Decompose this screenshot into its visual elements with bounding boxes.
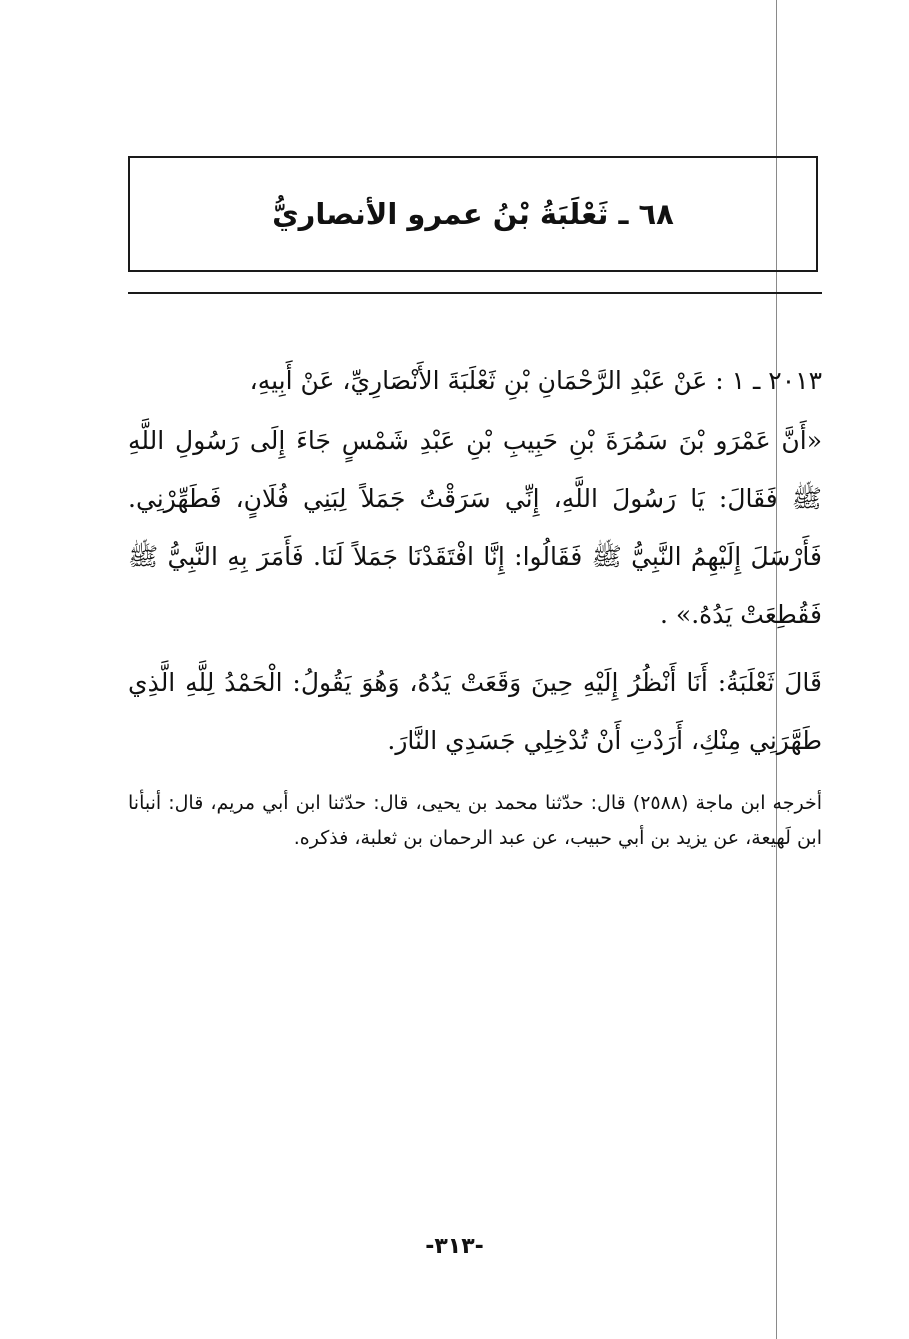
hadith-header: ٢٠١٣ ـ ١ : عَنْ عَبْدِ الرَّحْمَانِ بْنِ ثَعْلَبَةَ الأَنْصَارِيِّ، عَنْ أَبِيهِ، (249, 366, 822, 395)
hadith-block (128, 352, 822, 770)
chapter-title: ٦٨ ـ ثَعْلَبَةُ بْنُ عمرو الأنصاريُّ (272, 197, 674, 231)
page-number: -٣١٣- (425, 1234, 484, 1259)
header-divider (128, 292, 822, 294)
hadith-narration: «أَنَّ عَمْرَو بْنَ سَمُرَةَ بْنِ حَبِيبِ بْنِ عَبْدِ شَمْسٍ جَاءَ إِلَى رَسُولِ اللَّهِ ﷺ فَقَالَ: يَا رَسُولَ اللَّهِ، إِنِّي سَرَقْتُ جَمَلاً لِبَنِي فُلَانٍ، فَطَهِّرْنِي. فَأَرْسَلَ إِلَيْهِمُ النَّبِيُّ ﷺ فَقَالُوا: إِنَّا افْتَقَدْنَا جَمَلاً لَنَا. فَأَمَرَ بِهِ النَّبِيُّ ﷺ فَقُطِعَتْ يَدُهُ.» . (128, 426, 822, 629)
takhrij-text: أخرجه ابن ماجة (٢٥٨٨) قال: حدّثنا محمد بن يحيى، قال: حدّثنا ابن أبي مريم، قال: أنبأنا ابن لَهيعة، عن يزيد بن أبي حبيب، عن عبد الرحمان بن ثعلبة، فذكره. (128, 792, 822, 849)
hadith-followup: قَالَ ثَعْلَبَةُ: أَنَا أَنْظُرُ إِلَيْهِ حِينَ وَقَعَتْ يَدُهُ، وَهُوَ يَقُولُ: الْحَمْدُ لِلَّهِ الَّذِي طَهَّرَنِي مِنْكِ، أَرَدْتِ أَنْ تُدْخِلِي جَسَدِي النَّارَ. (128, 668, 822, 755)
takhrij-note (128, 786, 822, 856)
chapter-heading-box (128, 156, 818, 272)
